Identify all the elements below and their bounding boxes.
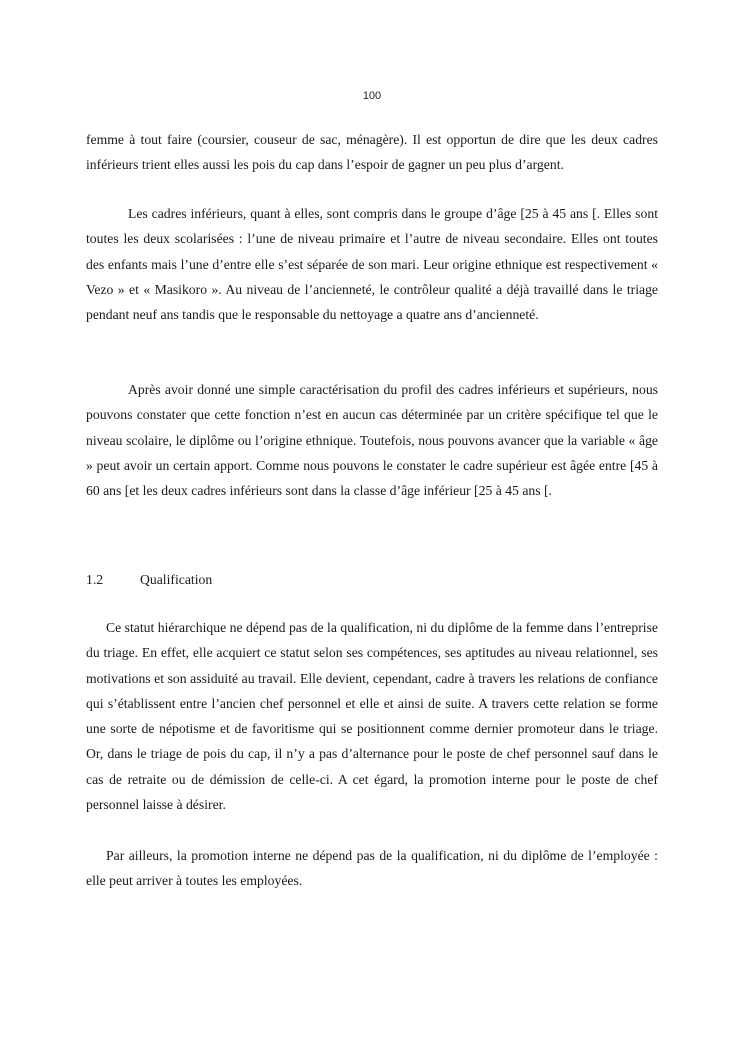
section-title: Qualification <box>140 572 213 587</box>
paragraph-qualification <box>86 615 658 817</box>
paragraph-text: Ce statut hiérarchique ne dépend pas de la qualification, ni du diplôme de la femme dans l’entreprise du triage. En effet, elle acquiert ce statut selon ses compétences, ses aptitudes au niveau relationnel, ses motivations et son assiduité au travail. Elle devient, cependant, cadre à travers les relations de confiance qui s’établissent entre l’ancien chef personnel et elle et ainsi de suite. A travers cette relation se forme une sorte de népotisme et de favoritisme qui se positionnent comme dernier promoteur dans le triage. Or, dans le triage de pois du cap, il n’y a pas d’alternance pour le poste de chef personnel sauf dans le cas de retraite ou de démission de celle-ci. A cet égard, la promotion interne pour le poste de chef personnel laisse à désirer. <box>86 620 658 813</box>
paragraph-text: femme à tout faire (coursier, couseur de sac, ménagère). Il est opportun de dire que les deux cadres inférieurs trient elles aussi les pois du cap dans l’espoir de gagner un peu plus d’argent. <box>86 132 658 173</box>
paragraph-lower-managers <box>86 201 658 327</box>
paragraph-text: Les cadres inférieurs, quant à elles, sont compris dans le groupe d’âge [25 à 45 ans [. Elles sont toutes les deux scolarisées : l’une de niveau primaire et l’autre de niveau secondaire. Elles ont toutes des enfants mais l’une d’entre elle s’est séparée de son mari. Leur origine ethnique est respectivement « Vezo » et « Masikoro ». Au niveau de l’ancienneté, le contrôleur qualité a déjà travaillé dans le triage pendant neuf ans tandis que le responsable du nettoyage a quatre ans d’ancienneté. <box>86 206 658 323</box>
paragraph-continuation <box>86 127 658 178</box>
paragraph-internal-promotion <box>86 843 658 894</box>
paragraph-text: Par ailleurs, la promotion interne ne dépend pas de la qualification, ni du diplôme de l’employée : elle peut arriver à toutes les employées. <box>86 848 658 889</box>
section-heading <box>86 567 658 592</box>
paragraph-text: Après avoir donné une simple caractérisation du profil des cadres inférieurs et supérieurs, nous pouvons constater que cette fonction n’est en aucun cas déterminée par un critère spécifique tel que le niveau scolaire, le diplôme ou l’origine ethnique. Toutefois, nous pouvons avancer que la variable « âge » peut avoir un certain apport. Comme nous pouvons le constater le cadre supérieur est âgée entre [45 à 60 ans [et les deux cadres inférieurs sont dans la classe d’âge inférieur [25 à 45 ans [. <box>86 382 658 499</box>
paragraph-profile-summary <box>86 377 658 503</box>
page-number: 100 <box>362 90 382 102</box>
section-number: 1.2 <box>86 572 104 587</box>
